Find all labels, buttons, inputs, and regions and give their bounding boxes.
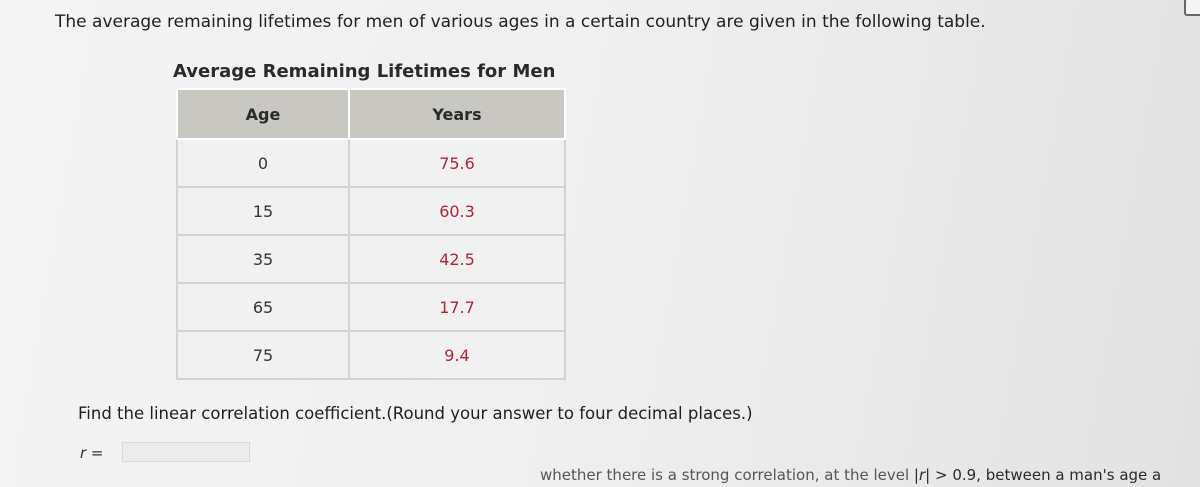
age-cell: 75 bbox=[177, 331, 349, 379]
age-cell: 15 bbox=[177, 187, 349, 235]
table-row bbox=[177, 187, 565, 235]
header-age: Age bbox=[177, 89, 349, 139]
r-label: r = bbox=[80, 444, 104, 462]
question-text: Find the linear correlation coefficient.(Round your answer to four decimal places.) bbox=[78, 404, 753, 423]
intro-text: The average remaining lifetimes for men of various ages in a certain country are given in the following table. bbox=[55, 12, 986, 32]
years-cell: 60.3 bbox=[349, 187, 565, 235]
years-cell: 17.7 bbox=[349, 283, 565, 331]
next-question-text bbox=[540, 466, 1161, 484]
table-header-row bbox=[177, 89, 565, 139]
table-row bbox=[177, 235, 565, 283]
age-cell: 65 bbox=[177, 283, 349, 331]
header-years: Years bbox=[349, 89, 565, 139]
lifetimes-table bbox=[176, 88, 566, 380]
age-cell: 0 bbox=[177, 139, 349, 187]
years-cell: 9.4 bbox=[349, 331, 565, 379]
next-question-prefix: whether there is a strong correlation, at the level bbox=[540, 466, 910, 484]
next-question-suffix: > 0.9, between a man's age a bbox=[934, 466, 1162, 484]
table-row bbox=[177, 331, 565, 379]
corner-control-icon[interactable] bbox=[1184, 0, 1200, 16]
table-row bbox=[177, 283, 565, 331]
r-answer-input[interactable] bbox=[122, 442, 250, 462]
years-cell: 42.5 bbox=[349, 235, 565, 283]
table-row bbox=[177, 139, 565, 187]
age-cell: 35 bbox=[177, 235, 349, 283]
years-cell: 75.6 bbox=[349, 139, 565, 187]
abs-r-symbol: |r| bbox=[913, 466, 931, 484]
table-title: Average Remaining Lifetimes for Men bbox=[173, 61, 556, 82]
